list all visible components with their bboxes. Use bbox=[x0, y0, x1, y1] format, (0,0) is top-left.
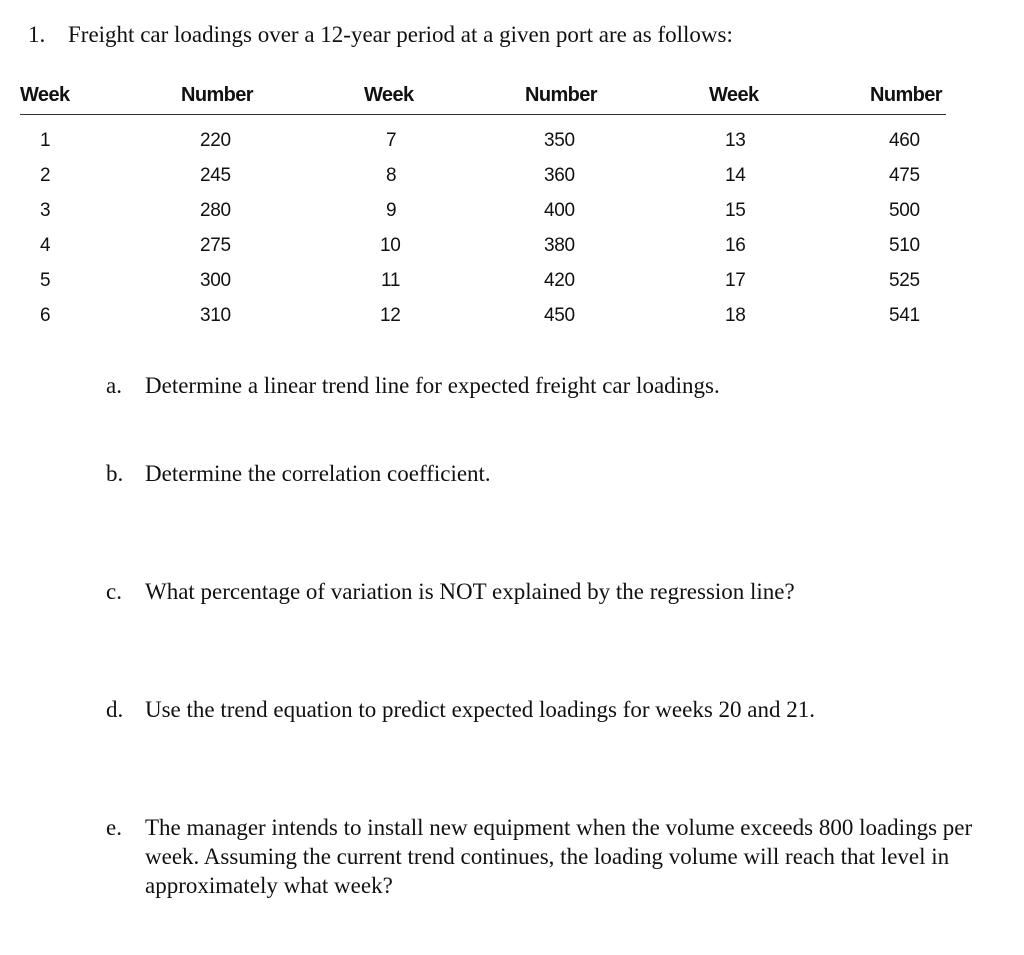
table-cell: 5 bbox=[40, 270, 51, 291]
header-number-1: Number bbox=[181, 84, 253, 106]
question-heading bbox=[28, 22, 733, 48]
table-cell: 220 bbox=[200, 130, 231, 151]
header-week-3: Week bbox=[709, 84, 759, 106]
header-week-2: Week bbox=[364, 84, 414, 106]
table-cell: 4 bbox=[40, 235, 51, 256]
part-a bbox=[106, 371, 996, 400]
table-cell: 475 bbox=[889, 165, 920, 186]
table-cell: 2 bbox=[40, 165, 51, 186]
table-cell: 275 bbox=[200, 235, 231, 256]
part-b bbox=[106, 459, 996, 488]
table-cell: 420 bbox=[544, 270, 575, 291]
table-cell: 510 bbox=[889, 235, 920, 256]
part-e-letter: e. bbox=[106, 815, 122, 840]
part-c-text: What percentage of variation is NOT explained by the regression line? bbox=[145, 579, 795, 604]
question-text: Freight car loadings over a 12-year period at a given port are as follows: bbox=[68, 22, 733, 47]
part-c bbox=[106, 577, 996, 606]
part-c-letter: c. bbox=[106, 579, 122, 604]
part-d-letter: d. bbox=[106, 697, 124, 722]
table-cell: 400 bbox=[544, 200, 575, 221]
table-cell: 280 bbox=[200, 200, 231, 221]
header-number-3: Number bbox=[870, 84, 942, 106]
table-cell: 500 bbox=[889, 200, 920, 221]
table-cell: 541 bbox=[889, 305, 920, 326]
table-cell: 310 bbox=[200, 305, 231, 326]
header-divider bbox=[20, 114, 946, 115]
table-cell: 7 bbox=[386, 130, 397, 151]
table-cell: 9 bbox=[386, 200, 397, 221]
table-cell: 13 bbox=[725, 130, 746, 151]
table-cell: 11 bbox=[381, 270, 401, 291]
table-cell: 14 bbox=[725, 165, 746, 186]
header-number-2: Number bbox=[525, 84, 597, 106]
table-cell: 450 bbox=[544, 305, 575, 326]
header-week-1: Week bbox=[20, 84, 70, 106]
table-cell: 460 bbox=[889, 130, 920, 151]
table-cell: 6 bbox=[40, 305, 51, 326]
table-cell: 8 bbox=[386, 165, 397, 186]
table-cell: 17 bbox=[725, 270, 746, 291]
table-cell: 12 bbox=[380, 305, 401, 326]
table-cell: 15 bbox=[725, 200, 746, 221]
part-b-text: Determine the correlation coefficient. bbox=[145, 461, 491, 486]
part-b-letter: b. bbox=[106, 461, 124, 486]
table-cell: 245 bbox=[200, 165, 231, 186]
part-a-letter: a. bbox=[106, 373, 122, 398]
table-cell: 350 bbox=[544, 130, 575, 151]
question-number: 1. bbox=[28, 22, 46, 47]
table-cell: 525 bbox=[889, 270, 920, 291]
part-d bbox=[106, 695, 996, 724]
table-cell: 3 bbox=[40, 200, 51, 221]
table-cell: 300 bbox=[200, 270, 231, 291]
part-e-text: The manager intends to install new equipment when the volume exceeds 800 loadings per week. Assuming the current trend continues, the loading volume will reach that level in approximately what week? bbox=[145, 815, 973, 898]
table-cell: 18 bbox=[725, 305, 746, 326]
part-d-text: Use the trend equation to predict expected loadings for weeks 20 and 21. bbox=[145, 697, 815, 722]
table-cell: 380 bbox=[544, 235, 575, 256]
table-cell: 1 bbox=[40, 130, 51, 151]
table-cell: 360 bbox=[544, 165, 575, 186]
part-a-text: Determine a linear trend line for expected freight car loadings. bbox=[145, 373, 720, 398]
freight-loadings-table bbox=[20, 84, 946, 344]
table-cell: 10 bbox=[380, 235, 401, 256]
table-cell: 16 bbox=[725, 235, 746, 256]
part-e bbox=[106, 813, 996, 900]
